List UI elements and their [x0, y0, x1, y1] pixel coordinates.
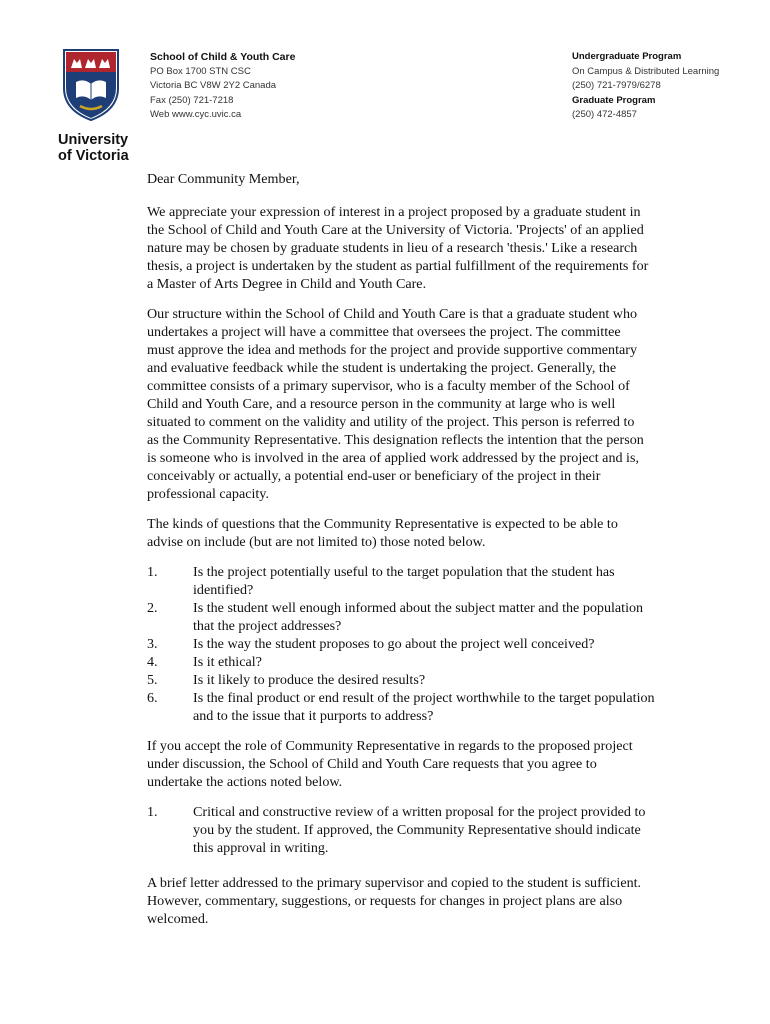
- grad-program-phone: (250) 472-4857: [572, 109, 637, 120]
- list-item: [147, 803, 697, 857]
- list-number: 3.: [147, 636, 158, 652]
- university-line-1: University: [58, 132, 129, 148]
- list-text: Critical and constructive review of a written proposal for the project provided to you by the student. If approved, the Community Representative should indicate this approval in writing.: [193, 804, 646, 856]
- department-name: School of Child & Youth Care: [150, 51, 296, 63]
- uvic-crest-icon: [62, 48, 120, 122]
- list-item: [147, 653, 697, 671]
- list-text: Is the way the student proposes to go about the project well conceived?: [193, 636, 595, 652]
- list-text: Is it likely to produce the desired results?: [193, 672, 426, 688]
- actions-list: [147, 803, 697, 857]
- list-number: 5.: [147, 672, 158, 688]
- department-address-block: [150, 50, 295, 123]
- undergrad-program-subtitle: On Campus & Distributed Learning: [572, 65, 720, 77]
- paragraph-structure: Our structure within the School of Child and Youth Care is that a graduate student who undertakes a project will have a committee that oversees the project. The committee must approve the idea and methods for the project and provide supportive commentary and evaluative feedback while the student is undertaking the project. Generally, the committee consists of a primary supervisor, who is a faculty member of the School of Child and Youth Care, and a resource person in the community at large who is well situated to comment on the validity and utility of the project. This person is referred to as the Community Representative. This designation reflects the intention that the person is someone who is involved in the area of applied work addressed by the project and is, conceivably or actually, a potential end-user or beneficiary of the project in their professional capacity.: [147, 306, 644, 502]
- list-text: Is the student well enough informed about the subject matter and the population that the project addresses?: [193, 600, 644, 634]
- list-item: [147, 635, 697, 653]
- list-number: 4.: [147, 654, 158, 670]
- paragraph-accept-role: If you accept the role of Community Representative in regards to the proposed project under discussion, the School of Child and Youth Care requests that you agree to undertake the actions noted below.: [147, 738, 633, 790]
- list-item: [147, 671, 697, 689]
- list-item: [147, 563, 697, 599]
- list-text: Is it ethical?: [193, 654, 262, 670]
- web-line: Web www.cyc.uvic.ca: [150, 109, 242, 120]
- undergrad-program-title: Undergraduate Program: [572, 51, 682, 62]
- list-number: 1.: [147, 564, 158, 580]
- program-contacts-block: [572, 50, 719, 123]
- undergrad-program-phone: (250) 721-7979/6278: [572, 80, 661, 91]
- fax-line: Fax (250) 721-7218: [150, 94, 234, 106]
- list-number: 2.: [147, 600, 158, 616]
- paragraph-questions-intro: The kinds of questions that the Community Representative is expected to be able to advise on include (but are not limited to) those noted below.: [147, 516, 618, 550]
- paragraph-closing: A brief letter addressed to the primary supervisor and copied to the student is sufficient. However, commentary, suggestions, or requests for changes in project plans are also welcomed.: [147, 875, 642, 927]
- list-item: [147, 689, 697, 725]
- questions-list: [147, 563, 697, 725]
- university-wordmark: [58, 132, 148, 164]
- grad-program-title: Graduate Program: [572, 94, 656, 106]
- salutation: Dear Community Member,: [147, 171, 300, 187]
- university-line-2: of Victoria: [58, 148, 129, 164]
- list-text: Is the final product or end result of the project worthwhile to the target population and to the issue that it purports to address?: [193, 690, 655, 724]
- list-item: [147, 599, 697, 635]
- letter-body: [147, 170, 697, 928]
- list-number: 1.: [147, 804, 158, 820]
- list-number: 6.: [147, 690, 158, 706]
- address-line: Victoria BC V8W 2Y2 Canada: [150, 80, 277, 91]
- paragraph-intro: We appreciate your expression of interest in a project proposed by a graduate student in the School of Child and Youth Care at the University of Victoria. 'Projects' of an applied nature may be chosen by graduate students in lieu of a research 'thesis.' Like a research thesis, a project is undertaken by the student as partial fulfillment of the requirements for a Master of Arts Degree in Child and Youth Care.: [147, 204, 649, 292]
- list-text: Is the project potentially useful to the target population that the student has identified?: [193, 564, 615, 598]
- address-line: PO Box 1700 STN CSC: [150, 65, 251, 77]
